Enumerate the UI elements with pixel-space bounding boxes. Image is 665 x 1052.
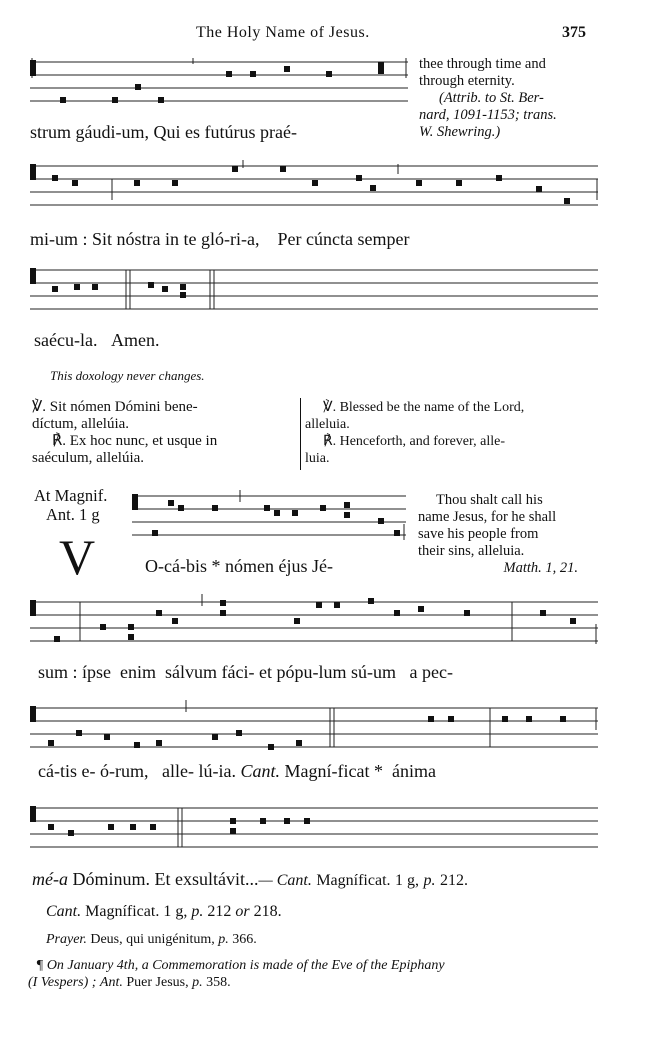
staff-system-7 <box>30 800 600 858</box>
lyric-system-7: mé-a Dóminum. Et exsultávit...— Cant. Magníficat. 1 g, p. 212. <box>32 869 469 889</box>
staff-system-6 <box>30 700 600 762</box>
lyric-system-2: mi-um : Sit nóstra in te gló-ri-a, Per cúncta semper <box>30 229 410 249</box>
prayer-line: Prayer. Deus, qui unigénitum, p. 366. <box>46 932 257 947</box>
versicle-english: ℣. Blessed be the name of the Lord, alleluia. ℟. Henceforth, and forever, alle- luia. <box>305 400 525 466</box>
staff-system-5 <box>30 594 600 656</box>
cant-line: Cant. Magníficat. 1 g, p. 212 or 218. <box>46 903 282 920</box>
column-divider <box>300 398 301 470</box>
staff-system-4 <box>132 490 408 544</box>
staff-system-1 <box>30 58 410 108</box>
running-title: The Holy Name of Jesus. <box>196 24 370 41</box>
versicle-latin: ℣. Sit nómen Dómini bene- díctum, allelúia. ℟. Ex hoc nunc, et usque in saéculum, allelúia. <box>32 399 218 466</box>
doxology-note: This doxology never changes. <box>50 368 205 383</box>
lyric-system-1: strum gáudi-um, Qui es futúrus praé- <box>30 122 297 142</box>
lyric-system-6: cá-tis e- ó-rum, alle- lú-ia. Cant. Magní-ficat * ánima <box>38 761 436 781</box>
staff-system-2 <box>30 160 600 212</box>
staff-system-3 <box>30 262 600 314</box>
lyric-system-5: sum : ípse enim sálvum fáci- et pópu-lum sú-um a pec- <box>38 662 453 682</box>
initial-letter: V <box>59 529 96 585</box>
lyric-system-4: O-cá-bis * nómen éjus Jé- <box>145 556 333 576</box>
translation-end-hymn: thee through time and through eternity. (Attrib. to St. Ber- nard, 1091-1153; trans. W. Shewring.) <box>419 56 557 140</box>
page-number: 375 <box>562 24 586 41</box>
antiphon-label: At Magnif. Ant. 1 g <box>34 486 108 524</box>
antiphon-translation: Thou shalt call his name Jesus, for he shall save his people from their sins, alleluia. Matth. 1, 21. <box>418 492 578 576</box>
lyric-system-3: saécu-la. Amen. <box>34 330 160 350</box>
rubric: ¶ On January 4th, a Commemoration is made of the Eve of the Epiphany (I Vespers) ; Ant. Puer Jesus, p. 358. <box>28 958 445 990</box>
